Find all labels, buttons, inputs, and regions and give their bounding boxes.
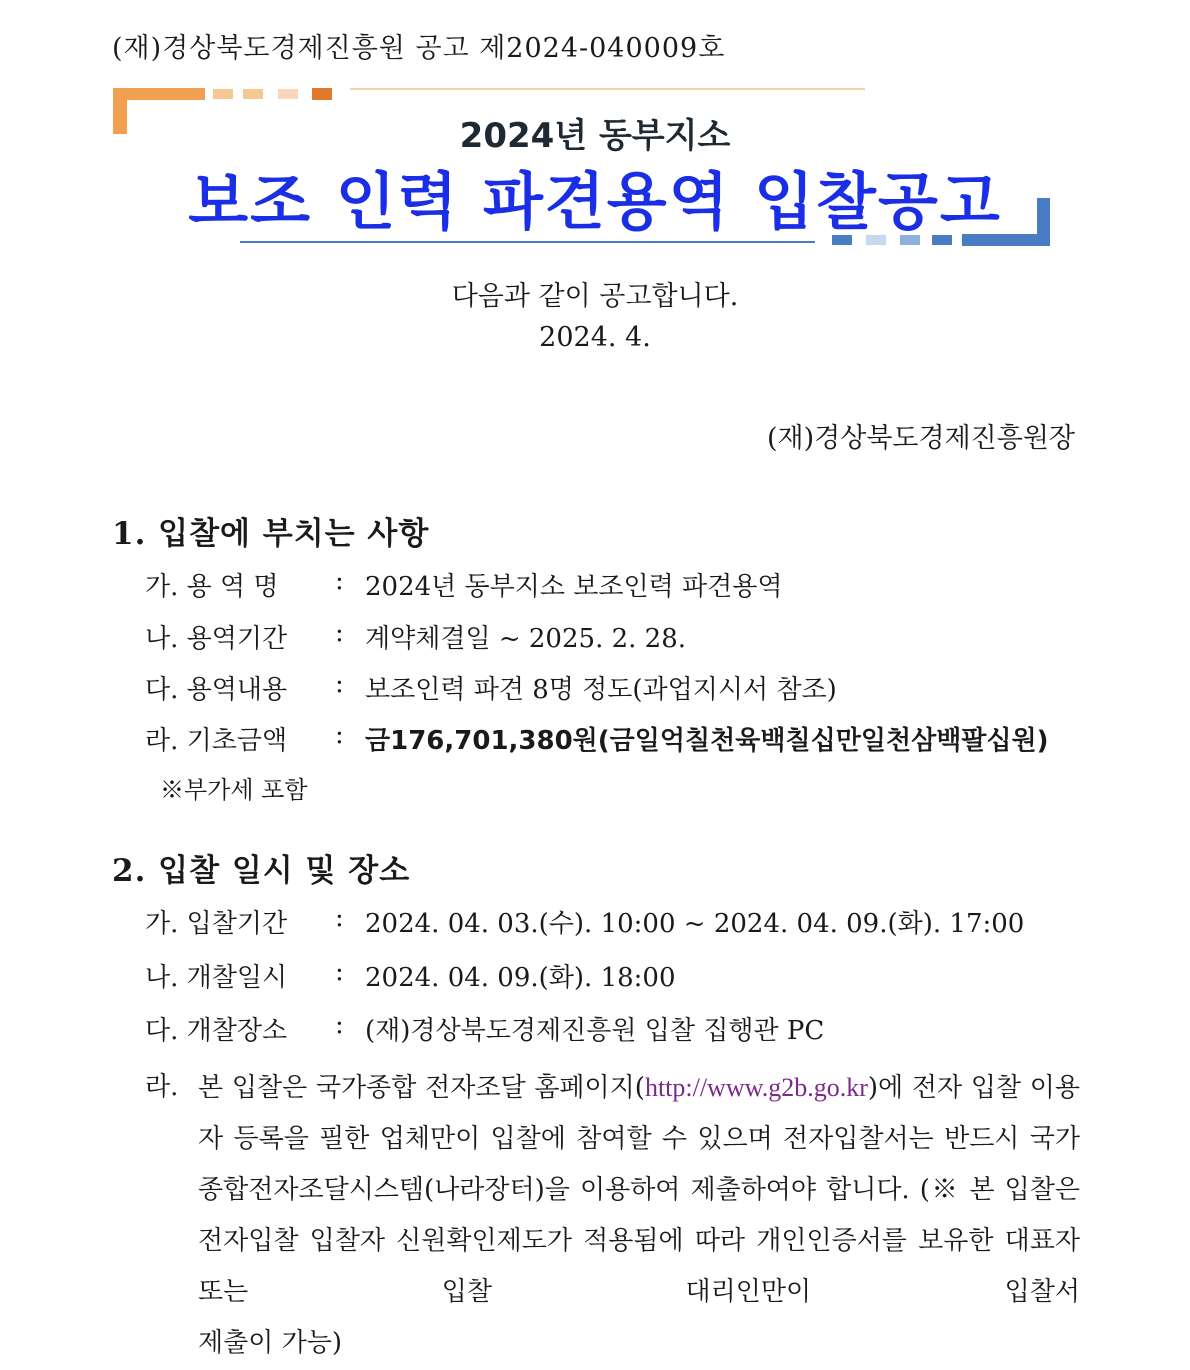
item-key: 나. 용역기간 bbox=[145, 624, 288, 654]
section1-item bbox=[145, 720, 1049, 757]
notice-number: (재)경상북도경제진흥원 공고 제2024-040009호 bbox=[112, 33, 726, 64]
item-sep: : bbox=[335, 669, 344, 699]
item-sep: : bbox=[335, 566, 344, 596]
section2-heading: 2. 입찰 일시 및 장소 bbox=[112, 853, 411, 889]
g2b-link[interactable]: http://www.g2b.go.kr bbox=[644, 1073, 868, 1102]
section2-item bbox=[145, 903, 1024, 940]
item-sep: : bbox=[335, 957, 344, 987]
section1-item bbox=[145, 618, 686, 655]
item-value: 보조인력 파견 8명 정도(과업지시서 참조) bbox=[365, 675, 837, 705]
item-value: 2024. 04. 09.(화). 18:00 bbox=[365, 963, 676, 993]
item-key: 가. 용 역 명 bbox=[145, 572, 279, 602]
section1-item bbox=[145, 669, 837, 706]
item4-body bbox=[198, 1062, 1080, 1369]
section2-item bbox=[145, 1010, 824, 1047]
item-key: 다. 용역내용 bbox=[145, 675, 288, 705]
title-subtitle: 2024년 동부지소 bbox=[459, 116, 731, 156]
notice-date: 2024. 4. bbox=[539, 322, 651, 353]
item-key: 가. 입찰기간 bbox=[145, 909, 288, 939]
item-sep: : bbox=[335, 618, 344, 648]
section2-item bbox=[145, 957, 676, 994]
item4-text-last: 제출이 가능) bbox=[198, 1328, 342, 1358]
item-key: 라. bbox=[145, 1072, 179, 1102]
item-value: 계약체결일 ~ 2025. 2. 28. bbox=[365, 624, 687, 654]
section1-item bbox=[145, 566, 782, 603]
intro-line: 다음과 같이 공고합니다. bbox=[451, 281, 739, 312]
item4-text-after: )에 전자 입찰 이용자 등록을 필한 업체만이 입찰에 참여할 수 있으며 전자입찰서는 반드시 국가종합전자조달시스템(나라장터)을 이용하여 제출하여야 합니다. (※ 본 입찰은 전자입찰 입찰자 신원확인제도가 적용됨에 따라 개인인증서를 보유한 대표자 또는 입찰 대리인만이 입찰서 bbox=[198, 1073, 1081, 1307]
item-sep: : bbox=[335, 1010, 344, 1040]
item4-text-before: 본 입찰은 국가종합 전자조달 홈페이지( bbox=[198, 1073, 645, 1103]
item-key: 다. 개찰장소 bbox=[145, 1016, 288, 1046]
item-sep: : bbox=[335, 720, 344, 750]
item-sep: : bbox=[335, 903, 344, 933]
item-value: (재)경상북도경제진흥원 입찰 집행관 PC bbox=[365, 1016, 825, 1046]
item-value: 2024. 04. 03.(수). 10:00 ~ 2024. 04. 09.(화). 17:00 bbox=[365, 909, 1025, 939]
page-title: 보조 인력 파견용역 입찰공고 bbox=[188, 165, 1002, 238]
item-key: 라. 기초금액 bbox=[145, 726, 288, 756]
vat-note: ※부가세 포함 bbox=[160, 776, 308, 804]
base-amount: 금176,701,380원(금일억칠천육백칠십만일천삼백팔십원) bbox=[365, 726, 1049, 756]
item-value: 2024년 동부지소 보조인력 파견용역 bbox=[365, 572, 783, 602]
issuer: (재)경상북도경제진흥원장 bbox=[767, 423, 1075, 454]
section1-heading: 1. 입찰에 부치는 사항 bbox=[112, 516, 430, 552]
item-key: 나. 개찰일시 bbox=[145, 963, 288, 993]
section2-item4 bbox=[145, 1062, 1080, 1369]
